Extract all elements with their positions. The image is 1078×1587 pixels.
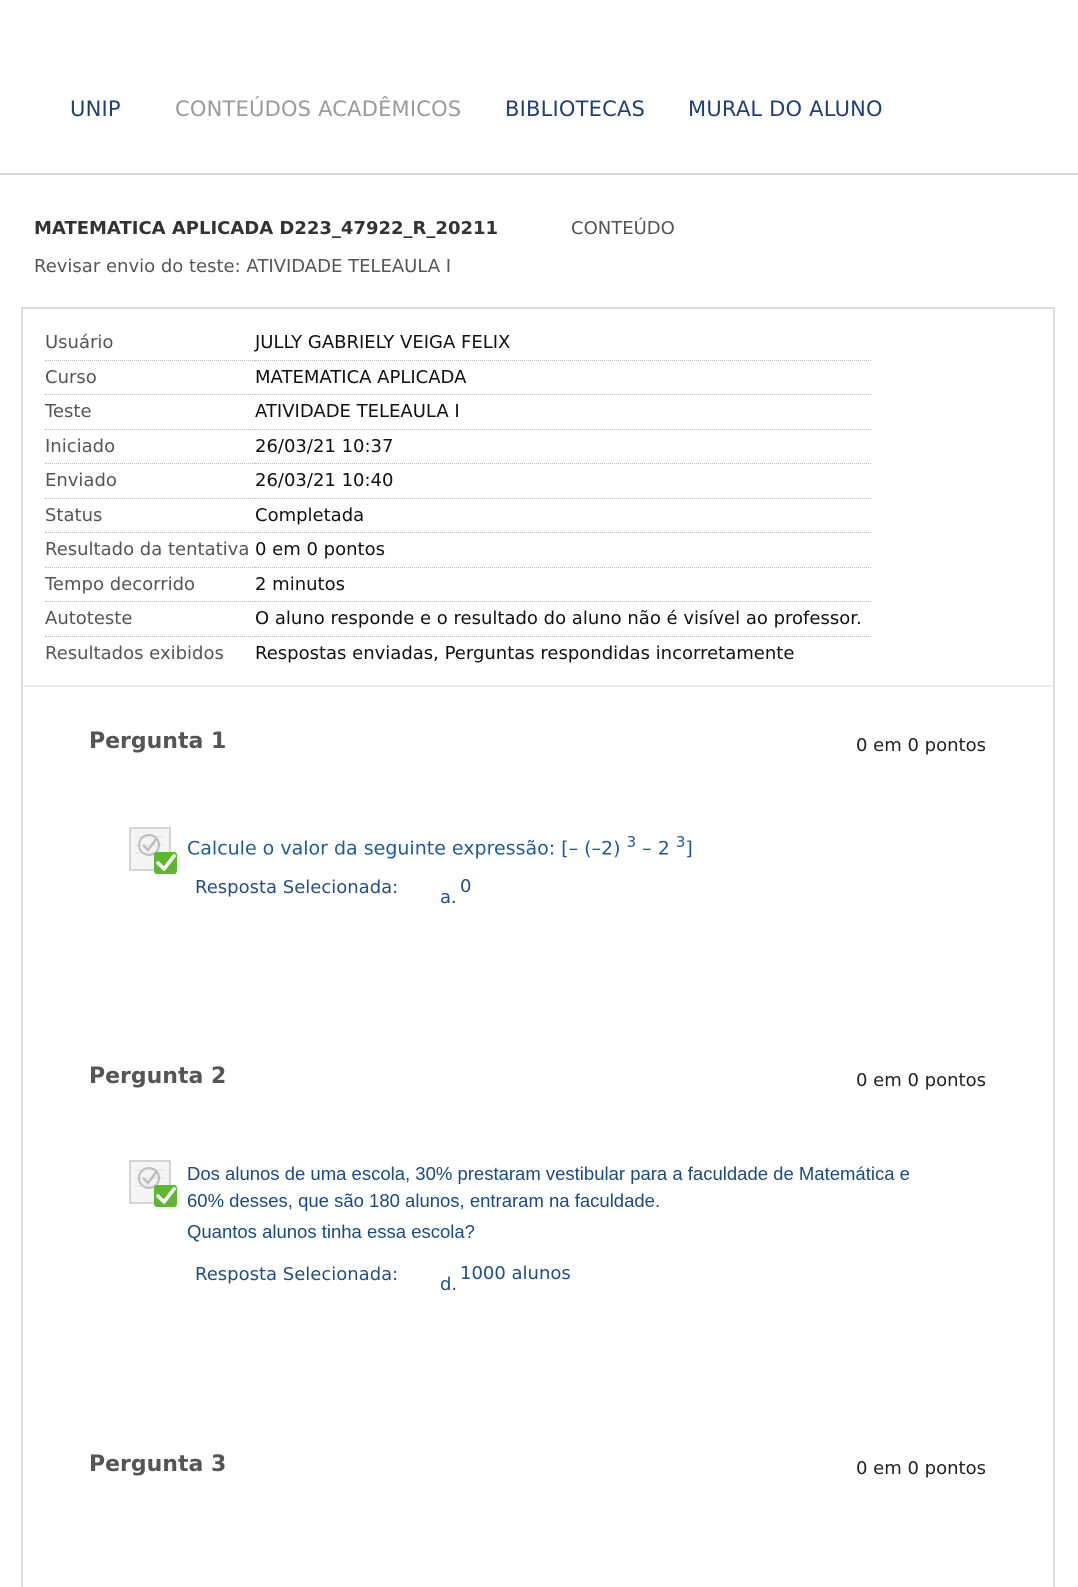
answer-value: 0 [460,876,472,897]
info-row [45,533,871,568]
info-label-iniciado: Iniciado [45,429,255,464]
course-title: MATEMATICA APLICADA D223_47922_R_20211 [34,218,499,239]
answer-letter: a. [440,887,457,908]
info-row [45,464,871,499]
attempt-info [23,309,1053,687]
nav-mural-do-aluno[interactable]: MURAL DO ALUNO [688,97,883,121]
nav-bibliotecas[interactable]: BIBLIOTECAS [505,97,646,121]
question-text [187,1161,910,1245]
question-points: 0 em 0 pontos [856,1070,986,1091]
selected-answer-label: Resposta Selecionada: [195,877,399,898]
question-points: 0 em 0 pontos [856,735,986,756]
info-label-resultados-exibidos: Resultados exibidos [45,642,224,664]
question-title: Pergunta 2 [89,1064,227,1089]
question-points: 0 em 0 pontos [856,1458,986,1479]
info-value-tempo: 2 minutos [255,567,871,602]
nav-conteudos-academicos[interactable]: CONTEÚDOS ACADÊMICOS [175,97,462,121]
exponent: 3 [675,833,686,851]
info-value-enviado: 26/03/21 10:40 [255,464,871,499]
info-row [45,636,871,670]
info-label-usuario: Usuário [45,326,255,360]
info-value-status: Completada [255,498,871,533]
info-value-autoteste: O aluno responde e o resultado do aluno não é visível ao professor. [255,602,871,637]
question-title: Pergunta 1 [89,729,227,754]
info-row [45,567,871,602]
info-value-iniciado: 26/03/21 10:37 [255,429,871,464]
question-text-line: Quantos alunos tinha essa escola? [187,1220,475,1242]
test-review-panel [21,307,1055,1587]
question-text-line: 60% desses, que são 180 alunos, entraram na faculdade. [187,1189,661,1211]
attempt-info-table [45,326,871,670]
info-label-teste: Teste [45,395,255,430]
info-row [45,498,871,533]
info-row [45,360,871,395]
answer-letter: d. [440,1274,458,1295]
nav-unip[interactable]: UNIP [70,97,121,121]
exponent: 3 [626,833,637,851]
answer-value: 1000 alunos [460,1263,571,1284]
info-label-resultado: Resultado da tentativa [45,533,255,568]
breadcrumb: Revisar envio do teste: ATIVIDADE TELEAULA I [34,256,452,277]
info-value-resultado: 0 em 0 pontos [255,533,871,568]
selected-answer-label: Resposta Selecionada: [195,1264,399,1285]
question-text-line: Dos alunos de uma escola, 30% prestaram vestibular para a faculdade de Matemática e [187,1163,910,1184]
question-text-part: ] [685,837,693,860]
info-row [45,395,871,430]
content-link[interactable]: CONTEÚDO [571,218,675,239]
question-text [187,832,693,863]
question-text-part: Calcule o valor da seguinte expressão: [– (–2) [187,837,627,860]
info-label-status: Status [45,498,255,533]
top-navigation [0,0,1078,175]
question-title: Pergunta 3 [89,1452,227,1477]
info-value-curso: MATEMATICA APLICADA [255,360,871,395]
info-label-tempo: Tempo decorrido [45,567,255,602]
info-value-usuario: JULLY GABRIELY VEIGA FELIX [255,326,871,360]
info-row [45,326,871,360]
info-row [45,429,871,464]
info-label-autoteste: Autoteste [45,602,255,637]
correct-check-icon [129,825,181,877]
info-row [45,602,871,637]
info-label-curso: Curso [45,360,255,395]
info-value-resultados-exibidos: Respostas enviadas, Perguntas respondidas incorretamente [255,642,795,664]
correct-check-icon [129,1158,181,1210]
info-label-enviado: Enviado [45,464,255,499]
info-value-teste: ATIVIDADE TELEAULA I [255,395,871,430]
question-text-part: – 2 [636,837,676,860]
